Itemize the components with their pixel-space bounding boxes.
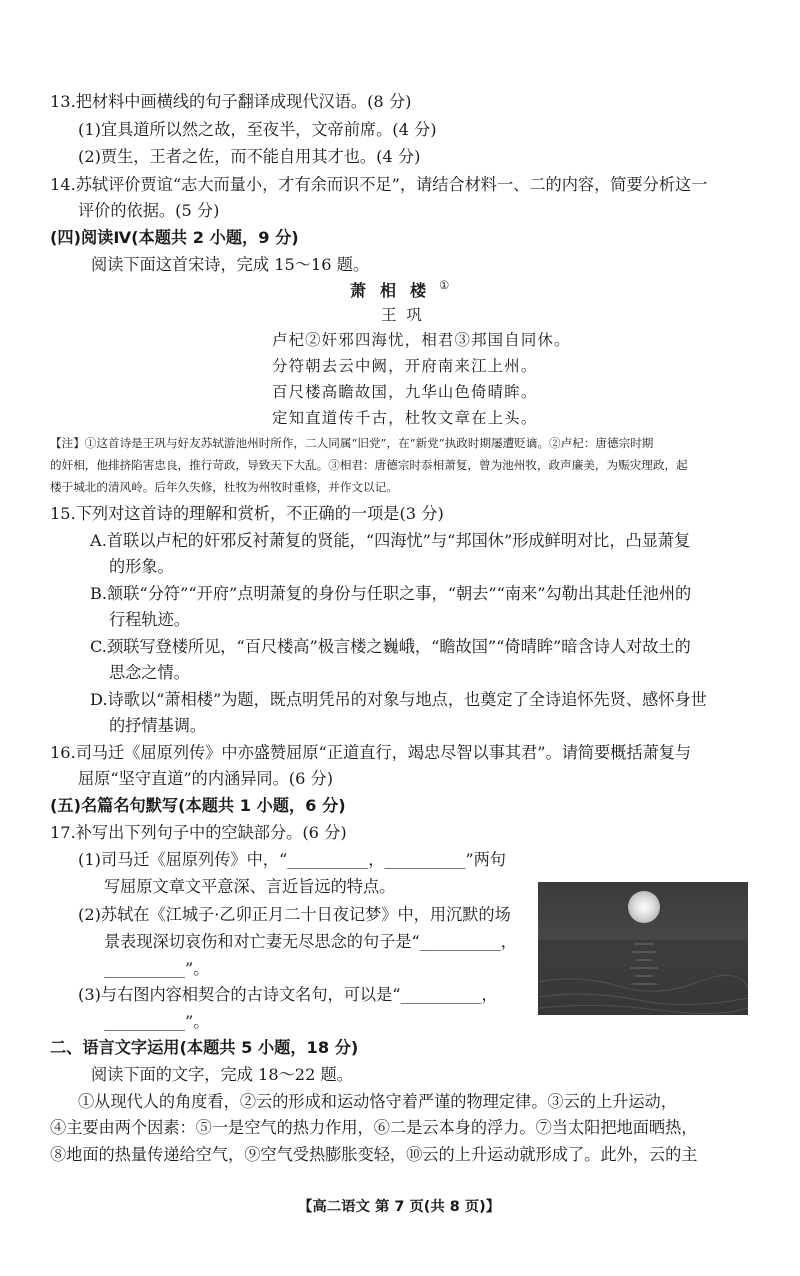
text-line: (3)与右图内容相契合的古诗文名句，可以是“__________，	[78, 985, 498, 1004]
text-line: 【注】①这首诗是王巩与好友苏轼游池州时所作，二人同属“旧党”，在“新党”执政时期屡遭贬谪。②卢杞：唐德宗时期	[50, 436, 654, 450]
page-footer: 【高二语文 第 7 页(共 8 页)】	[298, 1199, 501, 1215]
moon-over-sea-icon	[538, 882, 748, 1015]
text-line: 的奸相，他排挤陷害忠良，推行苛政，导致天下大乱。③相君：唐德宗时忝相萧复，曾为池州牧，政声廉美，为赈灾理政，起	[50, 458, 688, 472]
text-line: 思念之情。	[109, 663, 190, 682]
text-line: 写屈原文章文平意深、言近旨远的特点。	[104, 877, 396, 896]
moon-over-sea-image	[538, 882, 748, 1015]
text-line: 17.补写出下列句子中的空缺部分。(6 分)	[50, 823, 347, 842]
text-line: 阅读下面的文字，完成 18～22 题。	[91, 1065, 353, 1084]
text-line: 萧相楼	[350, 281, 441, 300]
text-line: __________”。	[104, 1012, 210, 1031]
text-line: ①从现代人的角度看，②云的形成和运动恪守着严谨的物理定律。③云的上升运动，	[78, 1092, 677, 1111]
text-line: 阅读下面这首宋诗，完成 15～16 题。	[91, 255, 370, 274]
text-line: 景表现深切哀伤和对亡妻无尽思念的句子是“__________，	[104, 932, 517, 951]
text-line: D.诗歌以“萧相楼”为题，既点明凭吊的对象与地点，也奠定了全诗追怀先贤、感怀身世	[90, 690, 707, 709]
text-line: 行程轨迹。	[109, 610, 190, 629]
text-line: 14.苏轼评价贾谊“志大而量小，才有余而识不足”，请结合材料一、二的内容，简要分析这一	[50, 175, 708, 194]
text-line: 的抒情基调。	[109, 716, 207, 735]
text-line: 定知直道传千古，杜牧文章在上头。	[272, 409, 538, 427]
text-line: C.颈联写登楼所见，“百尺楼高”极言楼之巍峨，“瞻故国”“倚晴眸”暗含诗人对故土的	[90, 637, 691, 656]
text-line: 百尺楼高瞻故国，九华山色倚晴眸。	[272, 383, 538, 401]
text-line: 屈原“坚守直道”的内涵异同。(6 分)	[78, 769, 334, 788]
text-line: __________”。	[104, 959, 210, 978]
text-line: 的形象。	[109, 557, 174, 576]
text-line: 分符朝去云中阙，开府南来江上州。	[272, 357, 538, 375]
text-line: (2)贾生，王者之佐，而不能自用其才也。(4 分)	[78, 147, 421, 166]
text-line: (五)名篇名句默写(本题共 1 小题，6 分)	[50, 796, 346, 815]
text-line: 卢杞②奸邪四海忧，相君③邦国自同休。	[272, 331, 571, 349]
text-line: ⑧地面的热量传递给空气，⑨空气受热膨胀变轻，⑩云的上升运动就形成了。此外，云的主	[50, 1145, 698, 1164]
text-line: ①	[439, 278, 450, 292]
text-line: 16.司马迁《屈原列传》中亦盛赞屈原“正道直行，竭忠尽智以事其君”。请简要概括萧复与	[50, 743, 692, 762]
text-line: 评价的依据。(5 分)	[78, 201, 220, 220]
text-line: 王巩	[381, 306, 432, 324]
text-line: 15.下列对这首诗的理解和赏析，不正确的一项是(3 分)	[50, 504, 444, 523]
text-line: (2)苏轼在《江城子·乙卯正月二十日夜记梦》中，用沉默的场	[78, 905, 511, 924]
text-line: (1)宜具道所以然之故，至夜半，文帝前席。(4 分)	[78, 120, 437, 139]
text-line: 13.把材料中画横线的句子翻译成现代汉语。(8 分)	[50, 92, 412, 111]
text-line: (1)司马迁《屈原列传》中，“__________，__________”两句	[78, 850, 506, 869]
text-line: 二、语言文字运用(本题共 5 小题，18 分)	[50, 1038, 359, 1057]
text-line: (四)阅读Ⅳ(本题共 2 小题，9 分)	[50, 228, 299, 247]
text-line: A.首联以卢杞的奸邪反衬萧复的贤能，“四海忧”与“邦国休”形成鲜明对比，凸显萧复	[90, 531, 691, 550]
text-line: B.颔联“分符”“开府”点明萧复的身份与任职之事，“朝去”“南来”勾勒出其赴任池州的	[90, 584, 692, 603]
text-line: ④主要由两个因素：⑤一是空气的热力作用，⑥二是云本身的浮力。⑦当太阳把地面晒热，	[50, 1118, 698, 1137]
text-line: 楼于城北的清风岭。后年久失修，杜牧为州牧时重修，并作文以记。	[50, 480, 398, 494]
